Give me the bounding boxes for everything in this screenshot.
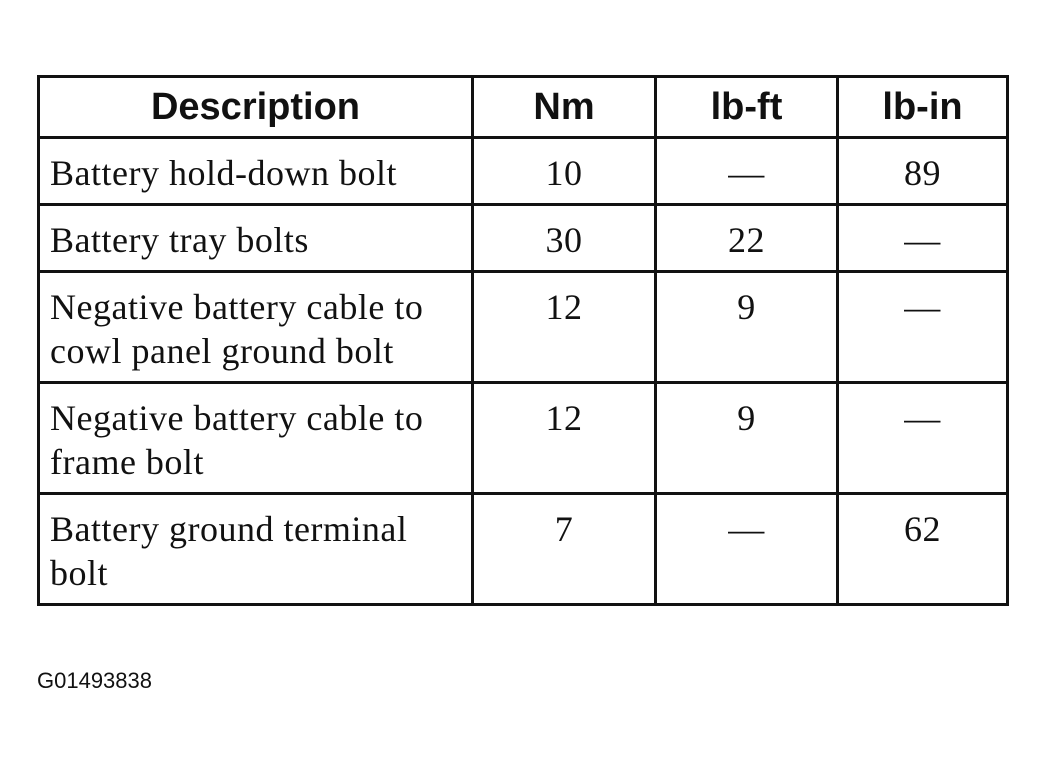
header-lb-in: lb-in xyxy=(838,77,1008,138)
cell-lb-ft: — xyxy=(656,138,838,205)
figure-id: G01493838 xyxy=(37,668,152,693)
cell-lb-in: 62 xyxy=(838,494,1008,605)
cell-lb-in: — xyxy=(838,383,1008,494)
cell-lb-in: — xyxy=(838,205,1008,272)
torque-spec-table xyxy=(37,75,1009,606)
table-row xyxy=(39,205,1008,272)
table-row xyxy=(39,138,1008,205)
cell-lb-ft: — xyxy=(656,494,838,605)
cell-lb-ft: 22 xyxy=(656,205,838,272)
cell-lb-ft: 9 xyxy=(656,383,838,494)
header-lb-ft: lb-ft xyxy=(656,77,838,138)
cell-lb-in: 89 xyxy=(838,138,1008,205)
cell-nm: 30 xyxy=(473,205,656,272)
cell-nm: 7 xyxy=(473,494,656,605)
table-row xyxy=(39,494,1008,605)
cell-description: Battery tray bolts xyxy=(39,205,473,272)
cell-description: Negative battery cable to cowl panel ground bolt xyxy=(39,272,473,383)
cell-description: Negative battery cable to frame bolt xyxy=(39,383,473,494)
cell-lb-in: — xyxy=(838,272,1008,383)
cell-description: Battery ground terminal bolt xyxy=(39,494,473,605)
table-row xyxy=(39,383,1008,494)
cell-nm: 10 xyxy=(473,138,656,205)
header-nm: Nm xyxy=(473,77,656,138)
table-row xyxy=(39,272,1008,383)
cell-nm: 12 xyxy=(473,272,656,383)
cell-lb-ft: 9 xyxy=(656,272,838,383)
table-header-row xyxy=(39,77,1008,138)
cell-nm: 12 xyxy=(473,383,656,494)
cell-description: Battery hold-down bolt xyxy=(39,138,473,205)
header-description: Description xyxy=(39,77,473,138)
